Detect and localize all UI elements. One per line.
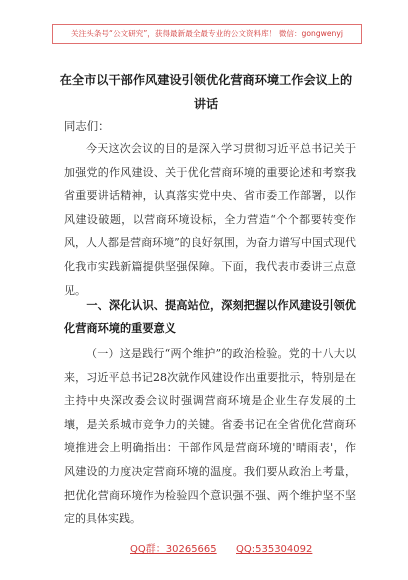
qq-group-link[interactable]: QQ群：30265665 (130, 544, 217, 555)
section-paragraph: （一）这是践行“两个维护”的政治检验。党的十八大以来，习近平总书记28次就作风建设作出重要批示，特别是在主持中央深改委会议时强调营商环境是企业生存发展的土壤，是关系城市竞争力的关键。省委书记在全省优化营商环境推进会上明确指出：干部作风是营商环境的'晴雨表'，作风建设的力度决定营商环境的温度。我们要从政治上考量，把优化营商环境作为检验四个意识强不强、两个维护坚不坚定的具体实践。 (64, 347, 356, 526)
intro-paragraph: 今天这次会议的目的是深入学习贯彻习近平总书记关于加强党的作风建设、关于优化营商环境的重要论述和考察我省重要讲话精神，认真落实党中央、省市委工作部署，以作风建设破题，以营商环境设标，全力营造“个个都要转变作风，人人都是营商环境”的良好氛围，为奋力谱写中国式现代化我市实践新篇提供坚强保障。下面，我代表市委讲三点意见。 (64, 142, 356, 297)
salutation: 同志们： (64, 119, 110, 133)
qq-contact-link[interactable]: QQ:535304092 (236, 544, 313, 555)
header-notice: 关注头条号“公文研究”，获得最新最全最专业的公文资料库！ 微信：gongwenyj (52, 24, 362, 44)
section-heading: 一、深化认识、提高站位，深刻把握以作风建设引领优化营商环境的重要意义 (64, 299, 356, 336)
document-title: 在全市以干部作风建设引领优化营商环境工作会议上的讲话 (59, 73, 353, 111)
footer (0, 542, 408, 558)
